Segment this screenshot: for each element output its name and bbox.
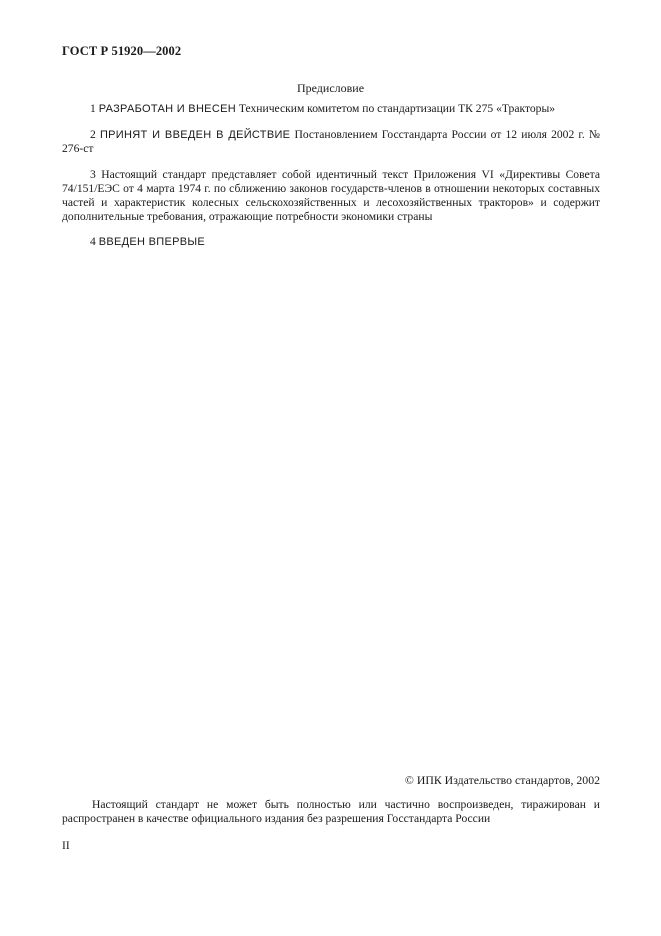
standard-code: ГОСТ Р 51920—2002 bbox=[62, 44, 182, 58]
section-title: Предисловие bbox=[296, 81, 365, 95]
item-caps-heading: РАЗРАБОТАН И ВНЕСЕН bbox=[98, 103, 236, 115]
item-text: Настоящий стандарт представляет собой идентичный текст Приложения VI «Директивы Совета 74/151/ЕЭС от 4 марта 1974 г. по сближению законов государств-членов в отношении некоторых составных частей и характеристик колесных сельскохозяйственных и лесохозяйственных тракторов» и содержит дополнительные требования, отражающие потребности экономики страны bbox=[62, 168, 600, 223]
foreword-item-2 bbox=[62, 128, 600, 156]
foreword-item-1 bbox=[62, 102, 600, 116]
foreword-item-3 bbox=[62, 168, 600, 224]
item-text: Техническим комитетом по стандартизации ТК 275 «Тракторы» bbox=[238, 102, 556, 115]
item-number: 2 bbox=[90, 128, 96, 141]
item-text: Постановлением Госстандарта России от 12 июля 2002 г. № 276-ст bbox=[62, 128, 600, 155]
item-number: 4 bbox=[90, 235, 96, 248]
item-number: 3 bbox=[90, 168, 96, 181]
copyright-line: © ИПК Издательство стандартов, 2002 bbox=[404, 773, 600, 787]
item-caps-heading: ПРИНЯТ И ВВЕДЕН В ДЕЙСТВИЕ bbox=[99, 129, 291, 141]
item-caps-heading: ВВЕДЕН ВПЕРВЫЕ bbox=[98, 236, 206, 248]
page-number: II bbox=[62, 840, 70, 852]
foreword-item-4 bbox=[62, 235, 600, 249]
item-number: 1 bbox=[90, 102, 96, 115]
reproduction-notice: Настоящий стандарт не может быть полностью или частично воспроизведен, тиражирован и распространен в качестве официального издания без разрешения Госстандарта России bbox=[62, 798, 600, 825]
